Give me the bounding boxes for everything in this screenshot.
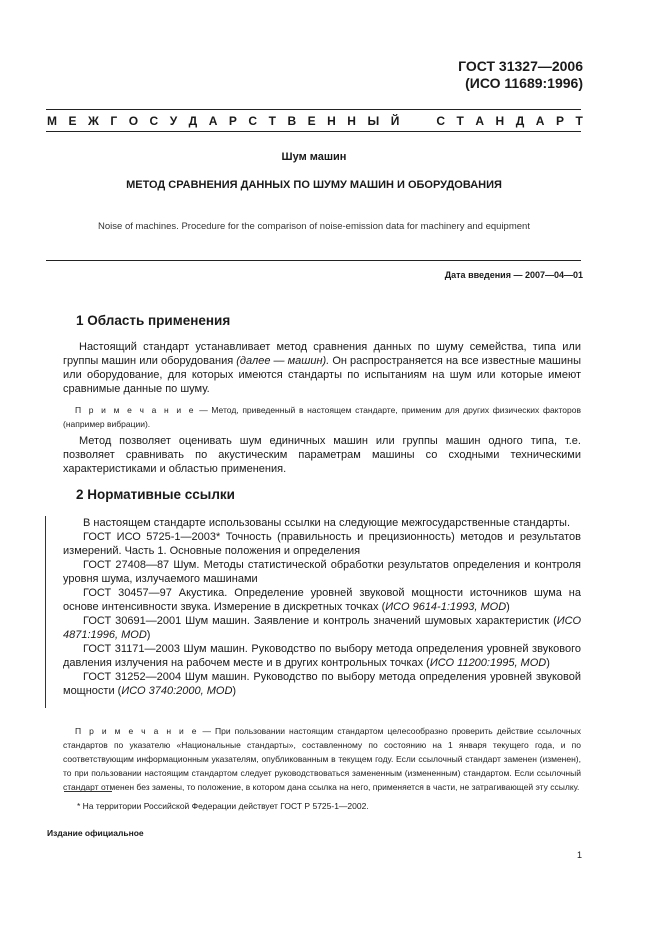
reference-item: [63, 614, 581, 642]
banner-letter: Й: [390, 114, 400, 128]
banner-letter: С: [248, 114, 258, 128]
edition-label: Издание официальное: [47, 828, 144, 838]
text-run: ): [506, 601, 510, 613]
subject-title: Шум машин: [281, 151, 347, 163]
note-text: — При пользовании настоящим стандартом целесообразно проверить действие ссылочных стандартов по указателю «Национальные стандарты», составленному по состоянию на 1 января текущего года, и по соответствующим информационным указателям, опубликованным в текущем году. Если ссылочный стандарт заменен (изменен), то при пользовании настоящим стандартом следует руководствоваться замененным (измененным) стандартом. Если ссылочный стандарт отменен без замены, то положение, в котором дана ссылка на него, применяется в части, не затрагивающей эту ссылку.: [63, 726, 581, 792]
top-rule: [46, 109, 581, 110]
gost-number: ГОСТ 31327—2006: [458, 58, 583, 74]
date-top-rule: [46, 260, 581, 261]
banner-letter: Р: [555, 114, 564, 128]
references-intro: В настоящем стандарте использованы ссылки на следующие межгосударственные стандарты.: [83, 517, 571, 529]
banner-letter: У: [169, 114, 178, 128]
banner-letter: М: [47, 114, 57, 128]
banner-letter: Н: [347, 114, 356, 128]
footnote-rule: [64, 791, 112, 792]
footnote: * На территории Российской Федерации действует ГОСТ Р 5725-1—2002.: [77, 801, 369, 811]
banner-letter: Т: [456, 114, 464, 128]
banner-letter: Е: [68, 114, 77, 128]
text-run: ГОСТ 30457—97 Акустика. Определение уровней звуковой мощности источников шума на основе интенсивности звука. Измерение в дискретных точках (: [63, 587, 581, 613]
main-title: МЕТОД СРАВНЕНИЯ ДАННЫХ ПО ШУМУ МАШИН И ОБОРУДОВАНИЯ: [126, 179, 502, 191]
page-number: 1: [577, 850, 583, 860]
english-title: Noise of machines. Procedure for the comparison of noise-emission data for machinery and equipment: [98, 221, 530, 232]
banner-letter: Д: [188, 114, 198, 128]
banner-letter: Т: [575, 114, 583, 128]
section-1-paragraph-2: Метод позволяет оценивать шум единичных машин или группы машин одного типа, т.е. позволяет сравнивать по акустическим параметрам машины со сходными техническими характеристиками и областью применения.: [63, 435, 581, 475]
banner-letter: О: [128, 114, 139, 128]
banner-letter: Т: [268, 114, 276, 128]
italic-run: ИСО 4871:1996, MOD: [63, 615, 581, 641]
section-1-note: [63, 403, 581, 431]
text-run: ): [546, 657, 550, 669]
banner-letter: А: [208, 114, 218, 128]
reference-item: ГОСТ 27408—87 Шум. Методы статистической обработки результатов определения и контроля уровня шума, излучаемого машинами: [63, 559, 581, 585]
iso-number: (ИСО 11689:1996): [465, 75, 583, 91]
section-1-paragraph-1: [63, 340, 581, 396]
change-bar: [45, 516, 46, 708]
text-run: ): [146, 629, 151, 641]
banner-letter: Д: [515, 114, 525, 128]
reference-item: [63, 670, 581, 698]
banner-letter: А: [535, 114, 545, 128]
note-label: П р и м е ч а н и е: [75, 405, 196, 415]
banner-letter: Г: [110, 114, 118, 128]
text-run: ГОСТ 30691—2001 Шум машин. Заявление и контроль значений шумовых характеристик (: [83, 615, 557, 627]
section-2-note: [63, 724, 581, 794]
text-run: ): [232, 685, 237, 697]
gost-header: [458, 58, 583, 92]
section-2-heading: 2 Нормативные ссылки: [76, 487, 235, 502]
text-run: Настоящий стандарт устанавливает метод сравнения данных по шуму семейства, типа или группы машин или оборудования: [63, 341, 581, 367]
italic-run: ИСО 9614-1:1993, MOD: [385, 601, 507, 613]
banner-letter: С: [436, 114, 446, 128]
banner-letter: Е: [307, 114, 316, 128]
italic-run: ИСО 11200:1995, MOD: [429, 657, 547, 669]
text-run: Он распространяется на все известные машины или оборудование, для которых имеются стандарты по испытаниям на шум или которые имеют сравнимые данные по шуму.: [63, 355, 581, 395]
banner-letter: Ы: [367, 114, 380, 128]
note-text: — Метод, приведенный в настоящем стандарте, применим для других физических факторов (например вибрации).: [63, 405, 581, 429]
banner-letter: Р: [228, 114, 237, 128]
reference-item: ГОСТ ИСО 5725-1—2003* Точность (правильность и прецизионность) методов и результатов измерений. Часть 1. Основные положения и определения: [63, 531, 581, 557]
text-run: ГОСТ 31252—2004 Шум машин. Руководство по выбору метода определения уровней звуковой мощности (: [63, 671, 581, 697]
banner-bottom-rule: [46, 131, 581, 132]
note-label: П р и м е ч а н и е: [75, 726, 199, 736]
banner-letter: В: [287, 114, 297, 128]
normative-references-list: [63, 516, 581, 698]
italic-run: (далее — машин).: [236, 355, 330, 367]
italic-run: ИСО 3740:2000, MOD: [121, 685, 233, 697]
banner-letter: С: [149, 114, 159, 128]
reference-item: [63, 642, 581, 670]
banner-letter: А: [475, 114, 485, 128]
banner-letter: Ж: [88, 114, 99, 128]
banner-letter: Н: [495, 114, 505, 128]
reference-item: [63, 586, 581, 614]
interstate-standard-banner: [47, 114, 583, 128]
introduction-date: Дата введения — 2007—04—01: [444, 270, 583, 280]
banner-letter: Н: [327, 114, 336, 128]
text-run: ГОСТ 31171—2003 Шум машин. Руководство по выбору метода определения уровней звукового давления излучения на рабочем месте и в других контрольных точках (: [63, 643, 581, 669]
section-1-heading: 1 Область применения: [76, 313, 231, 328]
